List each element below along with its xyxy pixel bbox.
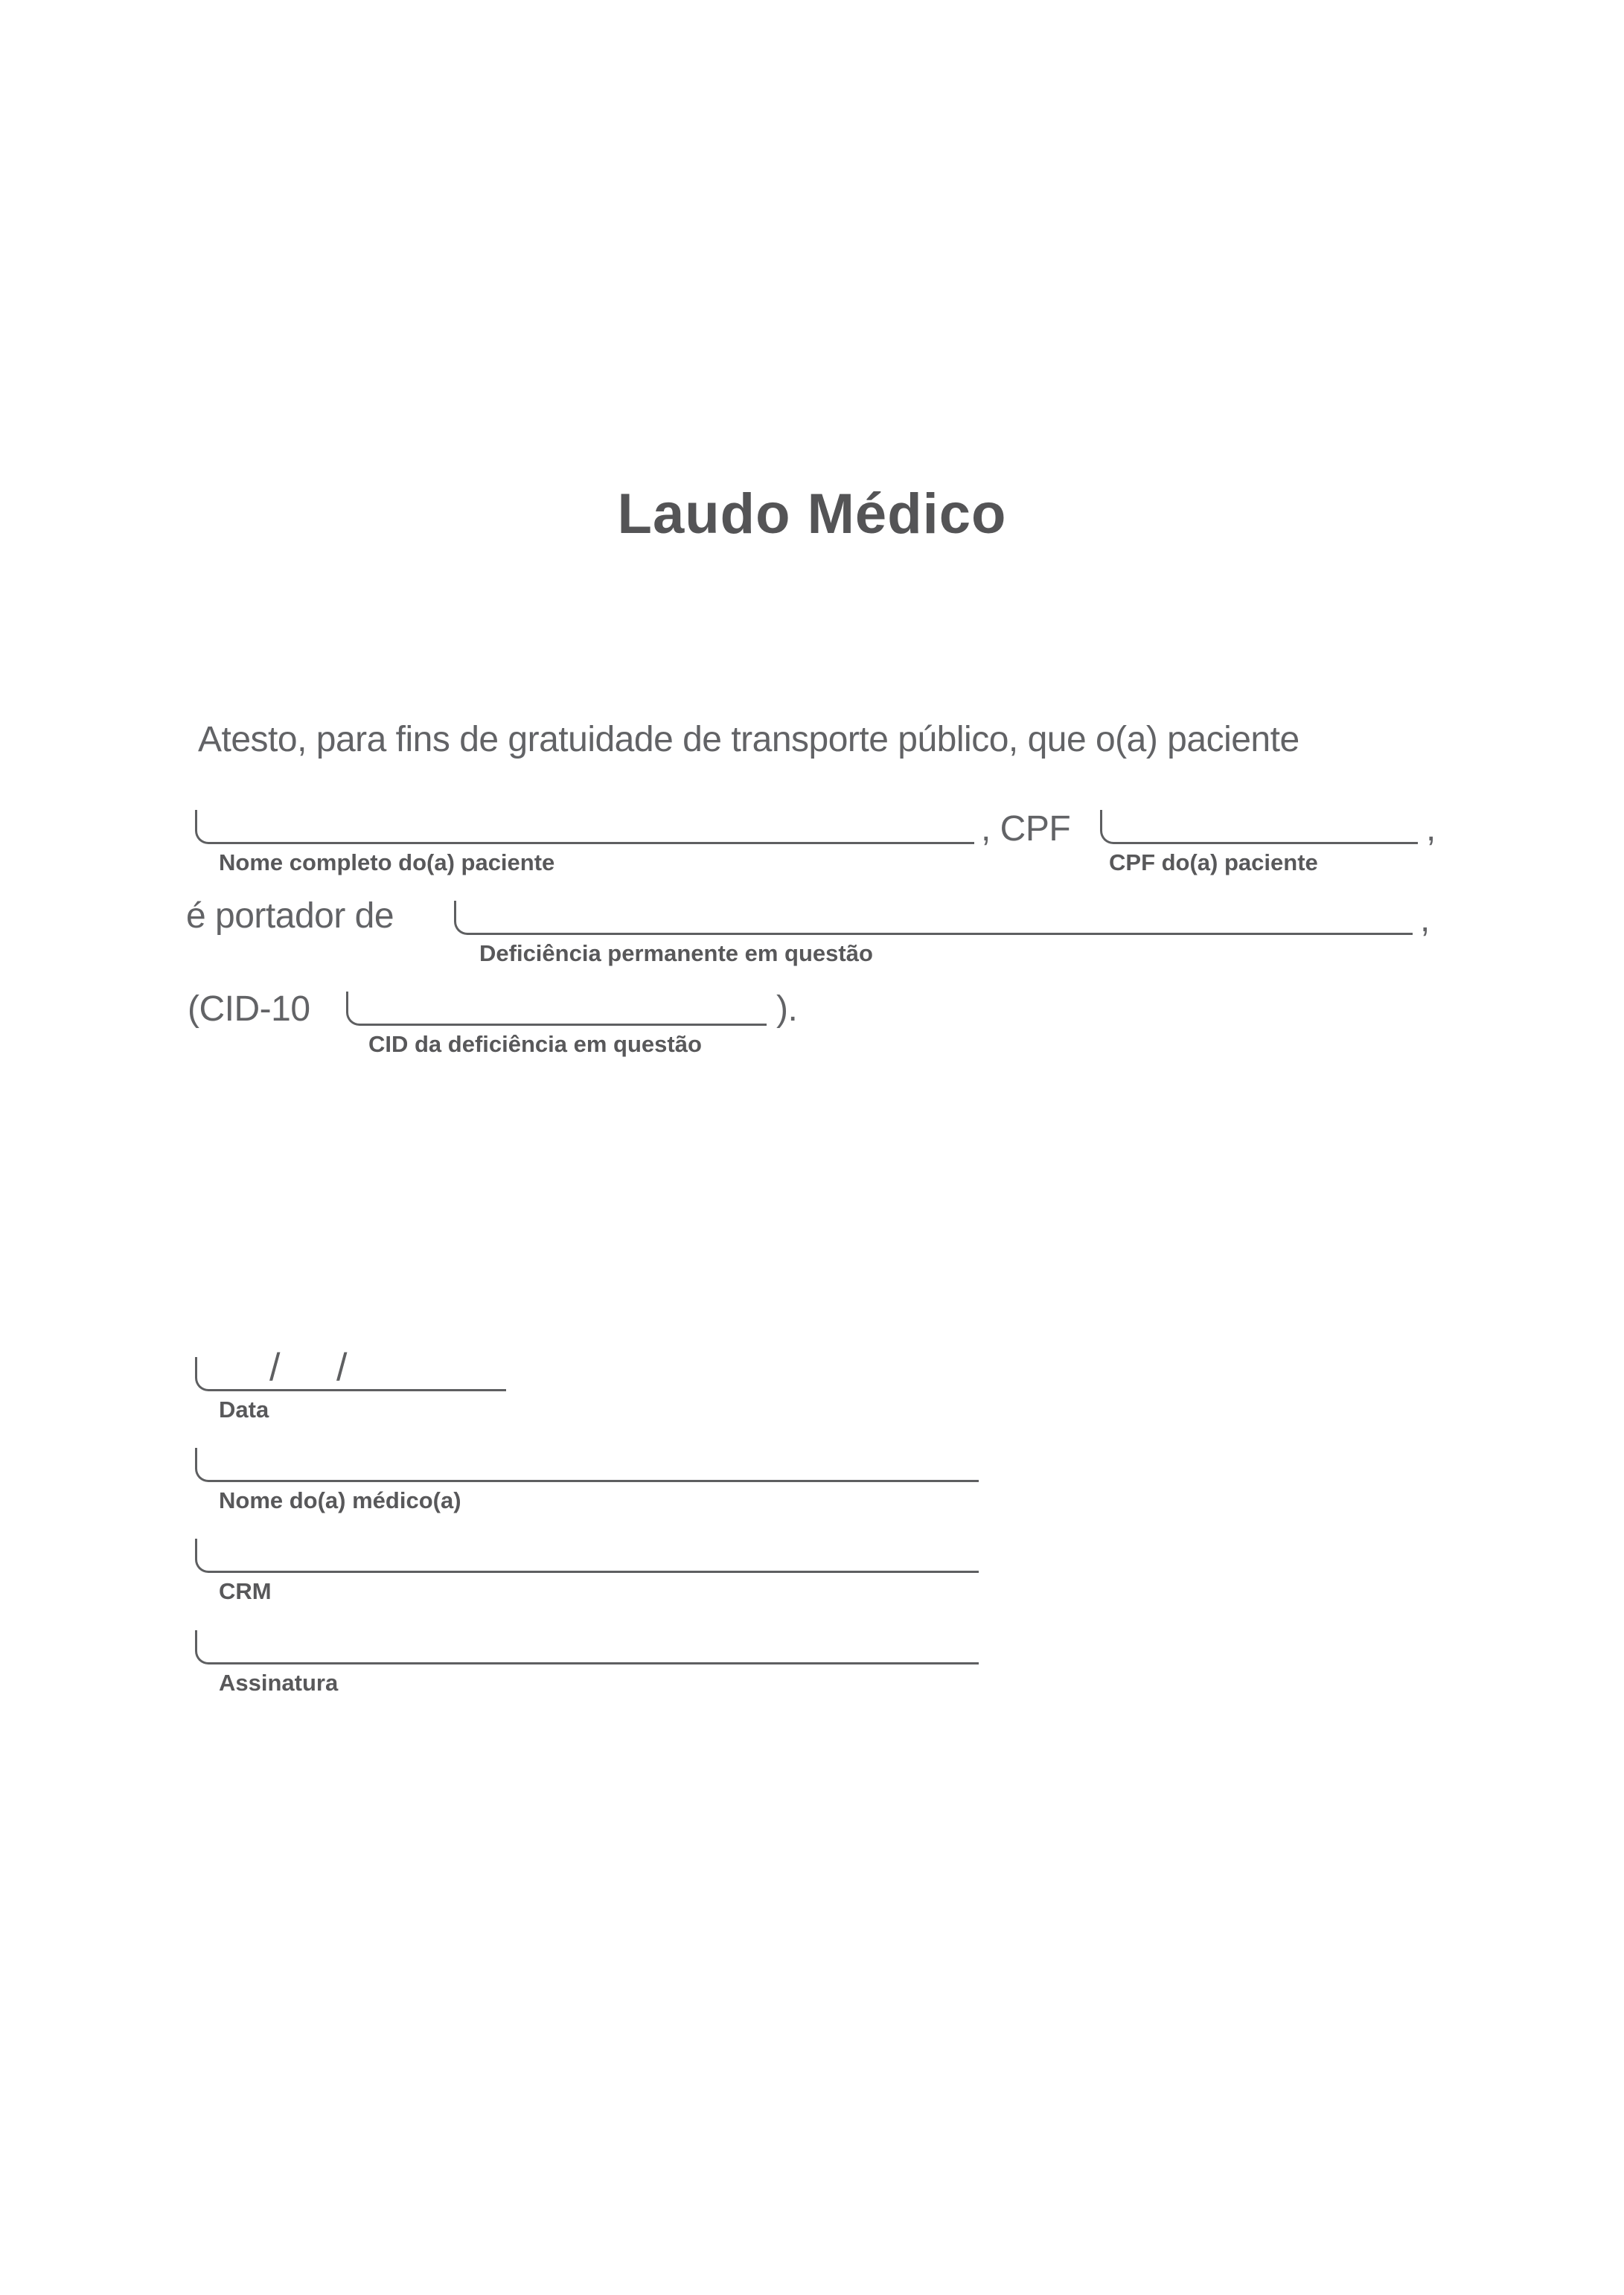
after-cpf-comma: , [1426, 809, 1436, 849]
cid-field [346, 992, 767, 1026]
patient-name-label: Nome completo do(a) paciente [219, 849, 555, 875]
cid-prefix-text: (CID-10 [188, 989, 310, 1029]
crm-label: CRM [219, 1578, 272, 1604]
crm-field [195, 1539, 979, 1573]
cid-suffix-text: ). [776, 989, 798, 1029]
patient-name-field [195, 810, 974, 844]
signature-label: Assinatura [219, 1670, 339, 1696]
patient-cpf-field [1100, 810, 1418, 844]
signature-field [195, 1630, 979, 1664]
page-title: Laudo Médico [617, 482, 1007, 546]
date-slash-2: / [336, 1346, 348, 1389]
date-slash-1: / [269, 1346, 281, 1389]
date-label: Data [219, 1397, 269, 1423]
cid-label: CID da deficiência em questão [368, 1031, 702, 1057]
disability-prefix-text: é portador de [186, 896, 394, 936]
disability-suffix-comma: , [1420, 900, 1430, 939]
disability-label: Deficiência permanente em questão [479, 940, 873, 966]
disability-field [454, 901, 1413, 935]
intro-text: Atesto, para fins de gratuidade de transporte público, que o(a) paciente [198, 720, 1299, 759]
patient-cpf-label: CPF do(a) paciente [1109, 849, 1318, 875]
date-field [195, 1357, 506, 1391]
cpf-connector-text: , CPF [981, 809, 1071, 849]
doctor-name-field [195, 1448, 979, 1482]
doctor-name-label: Nome do(a) médico(a) [219, 1487, 461, 1513]
